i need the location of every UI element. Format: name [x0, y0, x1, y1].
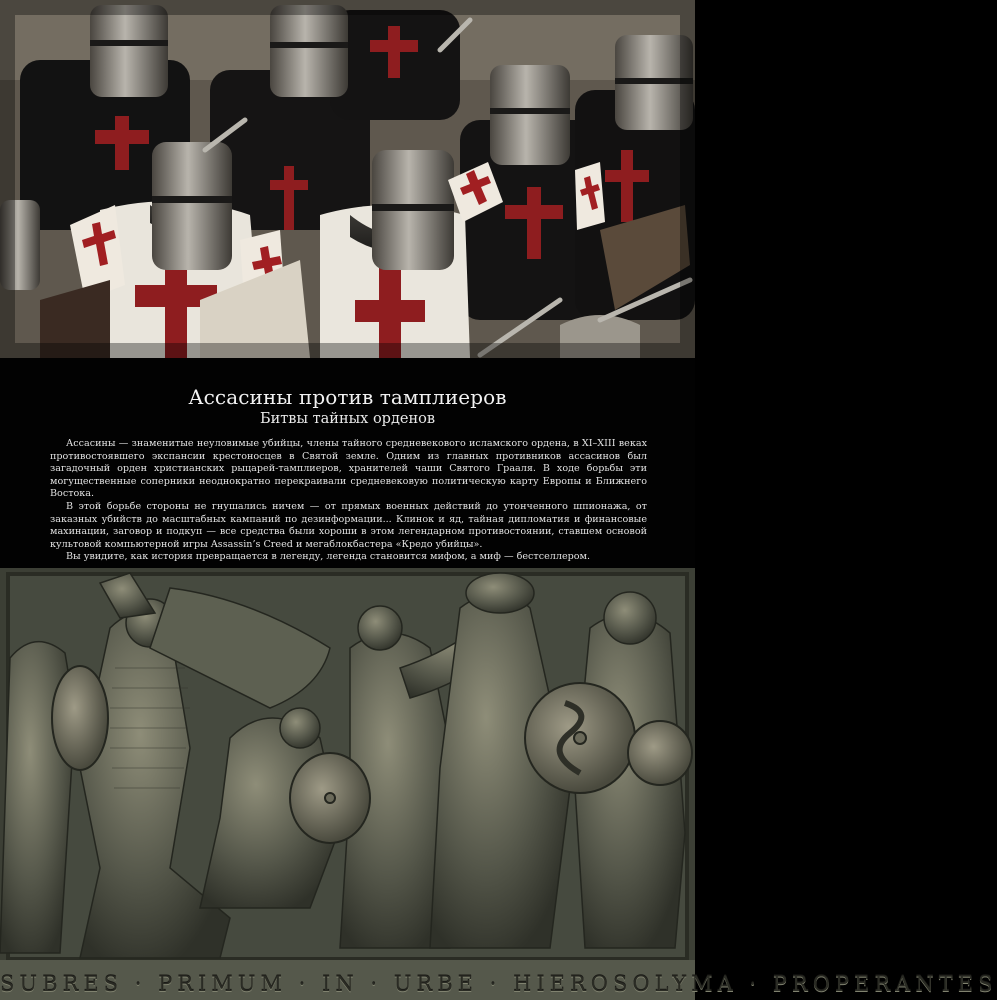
paragraph: Ассасины — знаменитые неуловимые убийцы, члены тайного средневекового исламского ордена, в XI–XIII веках противостоявшего экспансии крестоносцев в Святой земле. Одним из главных противников ассасинов был загадочный орден христианских рыцарей-тамплиеров, хранителей чаши Святого Грааля. В ходе борьбы эти могущественные соперники неоднократно перекраивали средневековую политическую карту Европы и Ближнего Востока. — [50, 438, 647, 500]
description-text — [50, 438, 647, 564]
relief-inscription: SUBRES · PRIMUM · IN · URBE · HIEROSOLYMA · PROPERANTES — [0, 972, 997, 996]
page-subtitle: Битвы тайных орденов — [259, 411, 436, 427]
knights-photo — [0, 0, 695, 358]
description-block — [0, 358, 695, 568]
bronze-relief-photo — [0, 568, 997, 1000]
page-title: Ассасины против тамплиеров — [188, 385, 507, 409]
paragraph: Вы увидите, как история превращается в легенду, легенда становится мифом, а миф — бестселлером. — [66, 551, 591, 563]
paragraph: В этой борьбе стороны не гнушались ничем — от прямых военных действий до утонченного шпионажа, от заказных убийств до масштабных кампаний по дезинформации... Клинок и яд, тайная дипломатия и финансовые махинации, заговор и подкуп — все средства были хороши в этом легендарном противостоянии, ставшем основой культовой компьютерной игры Assassin’s Creed и мегаблокбастера «Кредо убийцы». — [50, 500, 647, 550]
relief-illustration — [0, 568, 997, 1000]
knights-illustration — [0, 0, 695, 358]
